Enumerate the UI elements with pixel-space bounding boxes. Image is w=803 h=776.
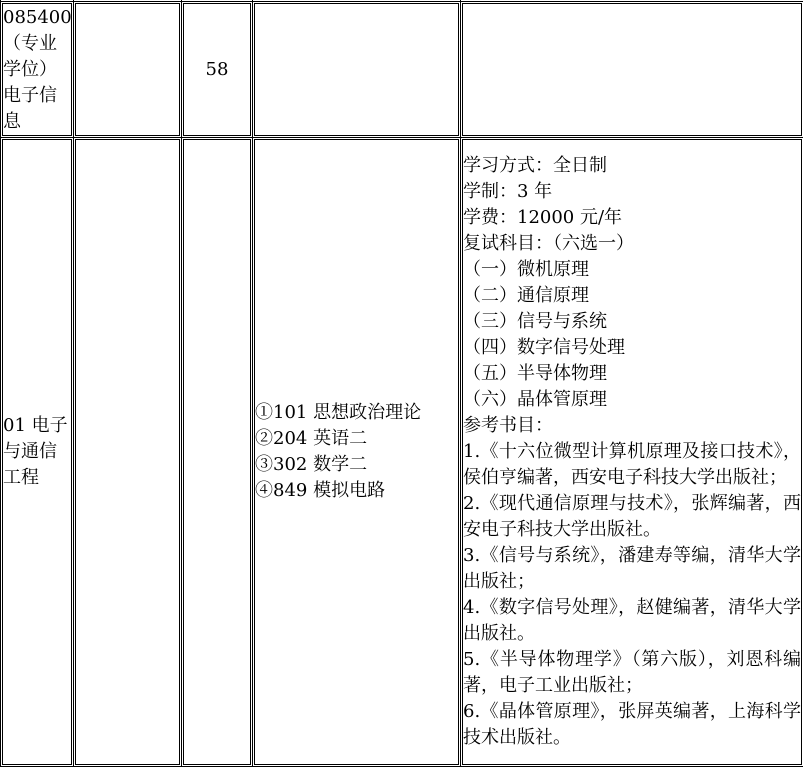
retest-subject: （二）通信原理	[463, 285, 589, 306]
cell-notes	[461, 138, 803, 767]
duration: 学制：3 年	[463, 181, 553, 202]
books-heading: 参考书目：	[463, 415, 553, 436]
cell-empty	[461, 2, 803, 138]
direction-line: 01 电子	[3, 415, 68, 436]
major-code-line: （专业	[3, 32, 57, 54]
direction-line: 工程	[3, 467, 39, 488]
retest-heading: 复试科目：（六选一）	[463, 233, 634, 254]
major-code-line: 学位）	[3, 58, 57, 80]
retest-subject: （四）数字信号处理	[463, 337, 625, 358]
cell-empty	[253, 2, 461, 138]
quota-value: 58	[205, 58, 229, 80]
direction-line: 与通信	[3, 441, 57, 462]
cell-major-code	[1, 2, 74, 138]
retest-subject: （一）微机原理	[463, 259, 589, 280]
study-mode: 学习方式：全日制	[463, 155, 607, 176]
major-code-line: 息	[3, 110, 21, 132]
exam-subject: ①101 思想政治理论	[255, 402, 422, 423]
tuition: 学费：12000 元/年	[463, 207, 623, 228]
major-code-line: 电子信	[3, 84, 57, 106]
retest-subject: （五）半导体物理	[463, 363, 607, 384]
exam-subject: ④849 模拟电路	[255, 480, 386, 501]
reference-book: 2.《现代通信原理与技术》，张辉编著，西安电子科技大学出版社。	[463, 493, 801, 540]
retest-subject: （六）晶体管原理	[463, 389, 607, 410]
cell-exam-subjects	[253, 138, 461, 767]
cell-empty	[74, 2, 182, 138]
exam-subject: ②204 英语二	[255, 428, 368, 449]
reference-book: 6.《晶体管原理》，张屏英编著，上海科学技术出版社。	[463, 701, 801, 748]
reference-book: 5.《半导体物理学》（第六版），刘恩科编著，电子工业出版社；	[463, 649, 801, 696]
reference-book: 1.《十六位微型计算机原理及接口技术》，侯伯亨编著，西安电子科技大学出版社；	[463, 441, 801, 488]
major-code-line: 085400	[3, 6, 72, 28]
table-row-direction	[1, 138, 803, 767]
reference-book: 4.《数字信号处理》，赵健编著，清华大学出版社。	[463, 597, 801, 644]
cell-direction	[1, 138, 74, 767]
cell-empty	[182, 138, 253, 767]
table-row-major	[1, 2, 803, 138]
cell-quota	[182, 2, 253, 138]
reference-book: 3.《信号与系统》，潘建寿等编，清华大学出版社；	[463, 545, 801, 592]
retest-subject: （三）信号与系统	[463, 311, 607, 332]
cell-empty	[74, 138, 182, 767]
exam-subject: ③302 数学二	[255, 454, 368, 475]
